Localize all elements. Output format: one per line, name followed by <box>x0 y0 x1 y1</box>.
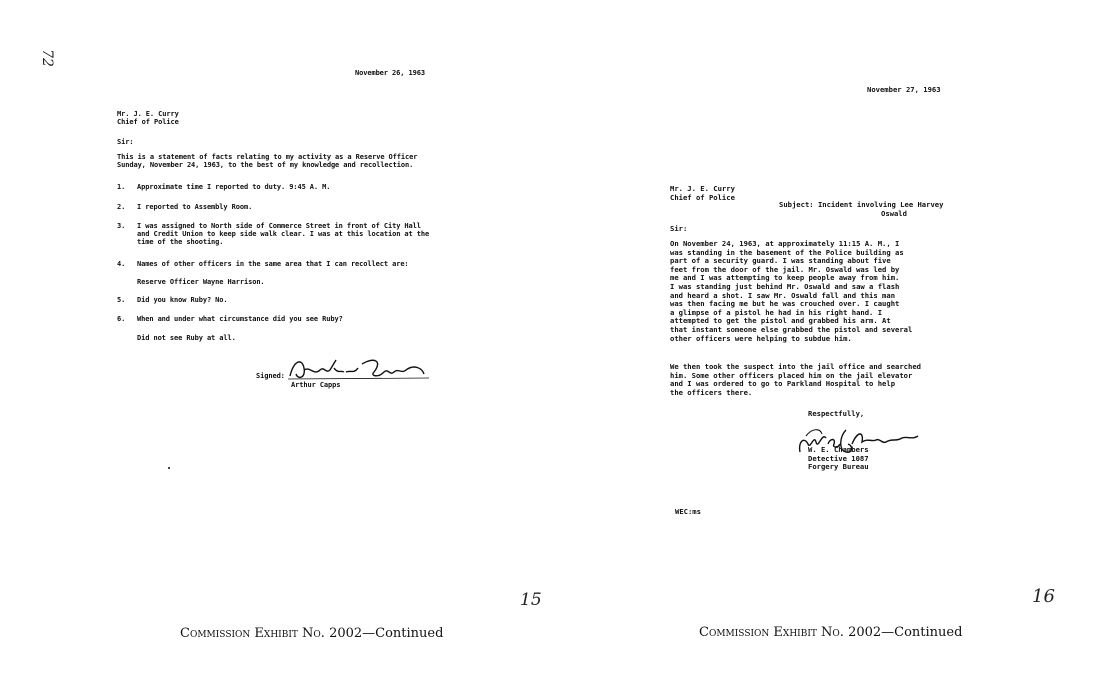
paragraph-line: that instant someone else grabbed the pistol and several <box>670 324 913 334</box>
addressee-title: Chief of Police <box>117 118 179 127</box>
left-letter-salutation: Sir: <box>117 138 134 146</box>
intro-line: This is a statement of facts relating to my activity as a Reserve Officer <box>117 153 418 161</box>
typed-rank: Detective 1087 <box>808 453 869 463</box>
item-text: Names of other officers in the same area that I can recollect are: <box>137 260 409 268</box>
caption-number: 2002 <box>848 625 882 640</box>
item-text: Approximate time I reported to duty. 9:45 A. M. <box>137 183 331 191</box>
left-letter-date: November 26, 1963 <box>355 69 425 77</box>
left-signature <box>284 354 434 384</box>
left-stray-mark <box>168 467 170 469</box>
paragraph-line: other officers were helping to subdue him. <box>670 333 852 343</box>
paragraph-line: attempted to get the pistol and grabbed his arm. At <box>670 316 891 326</box>
addressee-name: Mr. J. E. Curry <box>117 110 179 118</box>
paragraph-line: him. Some other officers placed him on the jail elevator <box>670 370 913 380</box>
paragraph-line: On November 24, 1963, at approximately 11:15 A. M., I <box>670 239 900 248</box>
left-letter-intro <box>117 153 417 169</box>
subject-label: Subject: <box>779 200 814 209</box>
left-officer-named: Reserve Officer Wayne Harrison. <box>137 278 265 286</box>
paragraph-line: and heard a shot. I saw Mr. Oswald fall and this man <box>670 290 896 300</box>
caption-prefix: Commission Exhibit No. <box>180 626 325 641</box>
right-letter-paragraph-2 <box>670 363 921 397</box>
addressee-name: Mr. J. E. Curry <box>670 184 735 193</box>
caption-suffix: —Continued <box>881 625 963 640</box>
left-answer-6: Did not see Ruby at all. <box>137 334 236 342</box>
right-letter-salutation: Sir: <box>670 224 688 233</box>
paragraph-line: I was standing just behind Mr. Oswald and saw a flash <box>670 281 900 291</box>
caption-number: 2002 <box>329 626 363 641</box>
right-letter-date: November 27, 1963 <box>867 85 941 94</box>
paragraph-line: was standing in the basement of the Police building as <box>670 247 904 257</box>
paragraph-line: a glimpse of a pistol he had in his right hand. I <box>670 307 883 317</box>
right-letter-paragraph-1 <box>670 240 912 343</box>
paragraph-line: part of a security guard. I was standing about five <box>670 256 891 266</box>
item-number: 3. <box>117 222 126 230</box>
paragraph-line: me and I was attempting to keep people away from him. <box>670 273 900 283</box>
item-text: When and under what circumstance did you see Ruby? <box>137 315 343 323</box>
right-letter <box>547 0 1094 691</box>
left-item-4 <box>117 260 409 268</box>
item-number: 4. <box>117 260 126 268</box>
item-number: 1. <box>117 183 126 191</box>
left-item-6 <box>117 315 343 323</box>
subject-line: Incident involving Lee Harvey <box>817 200 944 209</box>
left-item-1 <box>117 183 330 191</box>
addressee-title: Chief of Police <box>670 192 735 202</box>
item-number: 2. <box>117 203 126 211</box>
typed-unit: Forgery Bureau <box>808 462 869 472</box>
right-letter-subject <box>779 201 943 218</box>
left-caption <box>180 626 443 641</box>
right-caption <box>699 625 962 640</box>
paragraph-line: and I was ordered to go to Parkland Hospital to help <box>670 379 896 389</box>
right-letter-closing: Respectfully, <box>808 409 865 418</box>
paragraph-line: the officers there. <box>670 387 753 397</box>
item-number: 6. <box>117 315 126 323</box>
left-item-3 <box>117 222 429 247</box>
right-typed-block <box>808 446 869 472</box>
caption-suffix: —Continued <box>362 626 444 641</box>
intro-line: Sunday, November 24, 1963, to the best of my knowledge and recollection. <box>117 161 414 170</box>
paragraph-line: feet from the door of the jail. Mr. Oswald was led by <box>670 264 900 274</box>
item-number: 5. <box>117 296 126 304</box>
left-item-2 <box>117 203 252 211</box>
right-letter-addressee <box>670 185 735 202</box>
paragraph-line: We then took the suspect into the jail office and searched <box>670 362 921 371</box>
typed-name: W. E. Chambers <box>808 445 869 454</box>
left-letter-addressee <box>117 110 179 126</box>
right-initials: WEC:ms <box>675 507 701 516</box>
left-handwritten-page: 15 <box>520 590 542 610</box>
item-text: time of the shooting. <box>137 238 224 247</box>
subject-line: Oswald <box>881 208 907 218</box>
left-signed-label: Signed: <box>256 372 285 380</box>
right-handwritten-page: 16 <box>1032 586 1055 607</box>
paragraph-line: was then facing me but he was crouched over. I caught <box>670 299 900 309</box>
item-text: Did you know Ruby? No. <box>137 296 228 304</box>
left-item-5 <box>117 296 228 304</box>
item-text: I reported to Assembly Room. <box>137 203 253 211</box>
margin-page-number: 72 <box>38 49 55 67</box>
item-text: I was assigned to North side of Commerce Street in front of City Hall <box>137 222 421 230</box>
caption-prefix: Commission Exhibit No. <box>699 625 844 640</box>
item-text: and Credit Union to keep side walk clear. I was at this location at the <box>137 230 430 239</box>
left-typed-name: Arthur Capps <box>291 381 341 389</box>
